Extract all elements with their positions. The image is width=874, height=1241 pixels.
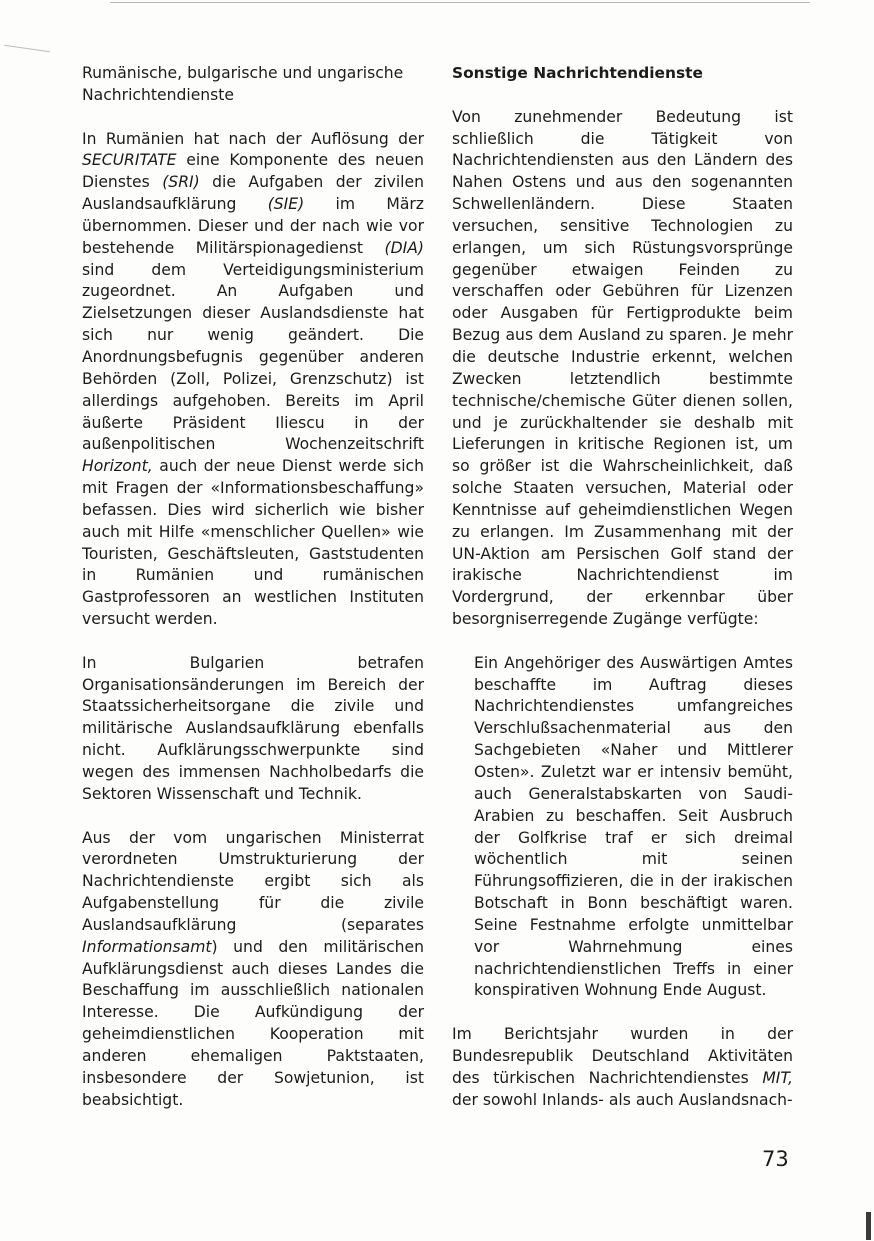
paragraph-turkey: Im Berichtsjahr wurden in der Bundesrepublik Deutschland Aktivitäten des türkischen Nachrichtendienstes MIT, der sowohl Inlands- als auch Auslandsnach-	[452, 1025, 793, 1109]
right-column	[452, 63, 793, 1112]
paragraph-other-services: Von zunehmender Bedeutung ist schließlich die Tätigkeit von Nachrichtendiensten aus den Ländern des Nahen Ostens und aus den sogenannten Schwellenländern. Diese Staaten versuchen, sensitive Technologien zu erlangen, um sich Rüstungsvorsprünge gegenüber etwaigen Feinden zu verschaffen oder Gebühren für Lizenzen oder Ausgaben für Fertigprodukte beim Bezug aus dem Ausland zu sparen. Je mehr die deutsche Industrie erkennt, welchen Zwecken letztendlich bestimmte technische/chemische Güter dienen sollen, und je zurückhaltender sie deshalb mit Lieferungen in kritische Regionen ist, um so größer ist die Wahrscheinlichkeit, daß solche Staaten versuchen, Material oder Kenntnisse auf geheimdienstlichen Wegen zu erlangen. Im Zusammenhang mit der UN-Aktion am Persischen Golf stand der irakische Nachrichtendienst im Vordergrund, der erkennbar über besorgniserregende Zugänge verfügte:	[452, 107, 793, 629]
term-sri: (SRI)	[162, 173, 200, 192]
paragraph-hungary: Aus der vom ungarischen Ministerrat verordneten Umstrukturierung der Nachrichtendienste ergibt sich als Aufgabenstellung für die zivile Auslandsaufklärung (separates Informationsamt) und den militärischen Aufklärungsdienst auch dieses Landes die Beschaffung im ausschließlich nationalen Interesse. Die Aufkündigung der geheimdienstlichen Kooperation mit anderen ehemaligen Paktstaaten, insbesondere der Sowjetunion, ist beabsichtigt.	[82, 828, 424, 1109]
term-mit: MIT,	[762, 1068, 793, 1087]
left-column	[82, 63, 424, 1112]
case-example: Ein Angehöriger des Auswärtigen Amtes beschaffte im Auftrag dieses Nachrichtendienstes umfangreiches Verschlußsachenmaterial aus den Sachgebieten «Naher und Mittlerer Osten». Zuletzt war er intensiv bemüht, auch Generalstabskarten von Saudi-Arabien zu beschaffen. Seit Ausbruch der Golfkrise traf er sich dreimal wöchentlich mit seinen Führungsoffizieren, die in der irakischen Botschaft in Bonn beschäftigt waren. Seine Festnahme erfolgte unmittelbar vor Wahrnehmung eines nachrichtendienstlichen Treffs in einer konspirativen Wohnung Ende August.	[474, 653, 793, 1000]
section-heading-other: Sonstige Nachrichtendienste	[452, 64, 703, 82]
paragraph-bulgaria: In Bulgarien betrafen Organisationsänderungen im Bereich der Staatssicherheitsorgane die zivile und militärische Auslandsaufklärung ebenfalls nicht. Aufklärungsschwerpunkte sind wegen des immensen Nachholbedarfs die Sektoren Wissenschaft und Technik.	[82, 653, 424, 803]
term-horizont: Horizont,	[82, 457, 153, 476]
section-heading-eastern	[82, 63, 424, 107]
heading-line-2: Nachrichtendienste	[82, 85, 235, 104]
page-number: 73	[762, 1147, 789, 1171]
term-securitate: SECURITATE	[82, 151, 177, 170]
term-dia: (DIA)	[384, 238, 424, 257]
term-sie: (SIE)	[267, 195, 305, 214]
scan-edge-mark	[866, 1212, 871, 1240]
scan-smudge	[4, 45, 50, 52]
term-informationsamt: Informationsamt	[82, 937, 212, 956]
top-scan-line	[110, 2, 810, 3]
heading-line-1: Rumänische, bulgarische und ungarische	[82, 64, 404, 82]
paragraph-romania: In Rumänien hat nach der Auflösung der SECURITATE eine Komponente des neuen Dienstes (SRI) die Aufgaben der zivilen Auslandsaufklärung (SIE) im März übernommen. Dieser und der nach wie vor bestehende Militärspionagedienst (DIA) sind dem Verteidigungsministerium zugeordnet. An Aufgaben und Zielsetzungen dieser Auslandsdienste hat sich nur wenig geändert. Die Anordnungsbefugnis gegenüber anderen Behörden (Zoll, Polizei, Grenzschutz) ist allerdings aufgehoben. Bereits im April äußerte Präsident Iliescu in der außenpolitischen Wochenzeitschrift Horizont, auch der neue Dienst werde sich mit Fragen der «Informationsbeschaffung» befassen. Dies wird sicherlich wie bisher auch mit Hilfe «menschlicher Quellen» wie Touristen, Geschäftsleuten, Gaststudenten in Rumänien und rumänischen Gastprofessoren an westlichen Instituten versucht werden.	[82, 129, 424, 629]
